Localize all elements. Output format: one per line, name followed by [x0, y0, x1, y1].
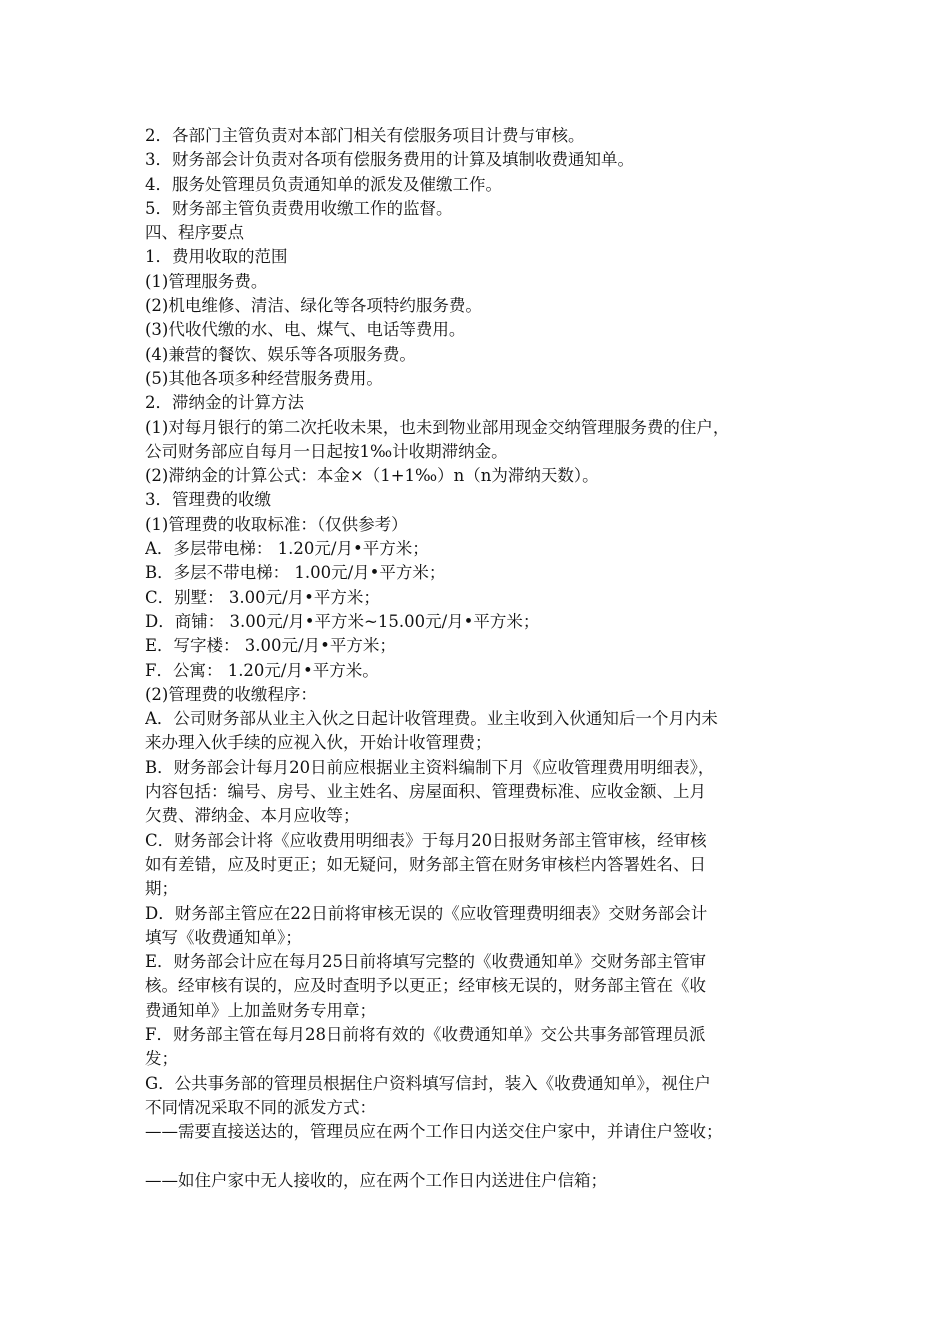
text-line: ——如住户家中无人接收的，应在两个工作日内送进住户信箱； [145, 1170, 607, 1190]
section-heading: 四、程序要点 [145, 223, 244, 243]
text-line: G．公共事务部的管理员根据住户资料填写信封，装入《收费通知单》，视住户 [145, 1073, 711, 1093]
text-line: D．商铺： 3.00元/月•平方米~15.00元/月•平方米； [145, 611, 540, 631]
text-line: 欠费、滞纳金、本月应收等； [145, 806, 360, 826]
text-line: C．别墅： 3.00元/月•平方米； [145, 587, 380, 607]
subsection-heading: 1．费用收取的范围 [145, 247, 288, 267]
text-line: 来办理入伙手续的应视入伙，开始计收管理费； [145, 733, 492, 753]
text-line: F．财务部主管在每月28日前将有效的《收费通知单》交公共事务部管理员派 [145, 1024, 706, 1044]
text-line: (2)滞纳金的计算公式：本金×（1+1‰）n（n为滞纳天数）。 [145, 466, 599, 486]
text-line: 2．各部门主管负责对本部门相关有偿服务项目计费与审核。 [145, 126, 585, 145]
text-line: (5)其他各项多种经营服务费用。 [145, 368, 383, 388]
text-line: 内容包括：编号、房号、业主姓名、房屋面积、管理费标准、应收金额、上月 [145, 782, 706, 802]
text-line: A．多层带电梯： 1.20元/月•平方米； [145, 539, 429, 559]
subsection-heading: 3．管理费的收缴 [145, 490, 271, 510]
blank-line [145, 1144, 810, 1168]
text-line: (1)对每月银行的第二次托收未果，也未到物业部用现金交纳管理服务费的住户， [145, 417, 730, 437]
text-line: 费通知单》上加盖财务专用章； [145, 1000, 376, 1020]
text-line: A．公司财务部从业主入伙之日起计收管理费。业主收到入伙通知后一个月内未 [145, 709, 718, 729]
text-line: 3．财务部会计负责对各项有偿服务费用的计算及填制收费通知单。 [145, 150, 634, 170]
text-line: 期； [145, 879, 178, 899]
text-line: (1)管理服务费。 [145, 271, 268, 291]
text-line: (2)机电维修、清洁、绿化等各项特约服务费。 [145, 296, 482, 316]
text-line: 填写《收费通知单》； [145, 927, 302, 947]
text-line: ——需要直接送达的，管理员应在两个工作日内送交住户家中，并请住户签收； [145, 1122, 723, 1142]
text-line: C．财务部会计将《应收费用明细表》于每月20日报财务部主管审核，经审核 [145, 830, 707, 850]
text-line: (4)兼营的餐饮、娱乐等各项服务费。 [145, 344, 416, 364]
text-line: B．财务部会计每月20日前应根据业主资料编制下月《应收管理费用明细表》， [145, 757, 715, 777]
text-line: 如有差错，应及时更正；如无疑问，财务部主管在财务审核栏内答署姓名、日 [145, 854, 706, 874]
text-line: E．财务部会计应在每月25日前将填写完整的《收费通知单》交财务部主管审 [145, 952, 707, 972]
text-line: 公司财务部应自每月一日起按1‰计收期滞纳金。 [145, 441, 508, 461]
text-line: D．财务部主管应在22日前将审核无误的《应收管理费明细表》交财务部会计 [145, 903, 708, 923]
text-line: 4．服务处管理员负责通知单的派发及催缴工作。 [145, 174, 502, 194]
text-line: 不同情况采取不同的派发方式： [145, 1097, 376, 1117]
text-line: 5．财务部主管负责费用收缴工作的监督。 [145, 198, 453, 218]
text-line: (2)管理费的收缴程序： [145, 684, 317, 704]
text-line: 发； [145, 1049, 178, 1069]
text-line: F．公寓： 1.20元/月•平方米。 [145, 660, 379, 680]
text-line: (3)代收代缴的水、电、煤气、电话等费用。 [145, 320, 466, 340]
text-line: (1)管理费的收取标准：（仅供参考） [145, 514, 408, 534]
text-line: 核。经审核有误的，应及时查明予以更正；经审核无误的，财务部主管在《收 [145, 976, 706, 996]
text-line: E．写字楼： 3.00元/月•平方米； [145, 636, 396, 656]
text-line: B．多层不带电梯： 1.00元/月•平方米； [145, 563, 446, 583]
subsection-heading: 2．滞纳金的计算方法 [145, 393, 304, 413]
document-page [145, 124, 810, 1193]
